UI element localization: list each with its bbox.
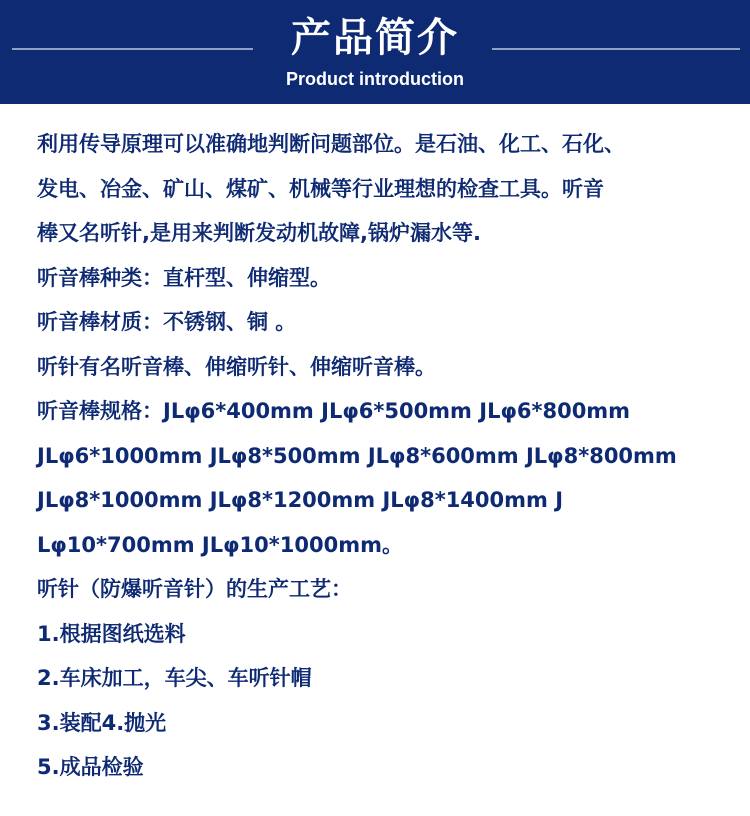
product-description [37,122,737,790]
process-step: 5.成品检验 [37,755,144,779]
description-line: 利用传导原理可以准确地判断问题部位。是石油、化工、石化、 [37,132,625,156]
process-step: 3.装配4.抛光 [37,710,167,735]
spec-line: JLφ6*1000mm JLφ8*500mm JLφ8*600mm JLφ8*800mm [37,443,677,468]
header-subtitle: Product introduction [286,69,464,89]
spec-line: Lφ10*700mm JLφ10*1000mm。 [37,532,403,557]
header-banner [0,0,750,104]
description-line: 发电、冶金、矿山、煤矿、机械等行业理想的检查工具。听音 [37,176,604,201]
process-step: 1.根据图纸选料 [37,621,186,646]
spec-line: 听音棒规格：JLφ6*400mm JLφ6*500mm JLφ6*800mm [37,399,631,423]
description-line: 听音棒种类：直杆型、伸缩型。 [37,265,331,290]
spec-line: JLφ8*1000mm JLφ8*1200mm JLφ8*1400mm J [37,488,564,512]
header-title: 产品简介 [291,15,459,61]
description-line: 听针有名听音棒、伸缩听针、伸缩听音棒。 [37,354,436,379]
process-step: 2.车床加工，车尖、车听针帽 [37,666,312,690]
description-line: 听音棒材质：不锈钢、铜 。 [37,310,297,334]
process-heading: 听针（防爆听音针）的生产工艺： [37,577,352,601]
description-line: 棒又名听针,是用来判断发动机故障,锅炉漏水等. [37,221,481,245]
